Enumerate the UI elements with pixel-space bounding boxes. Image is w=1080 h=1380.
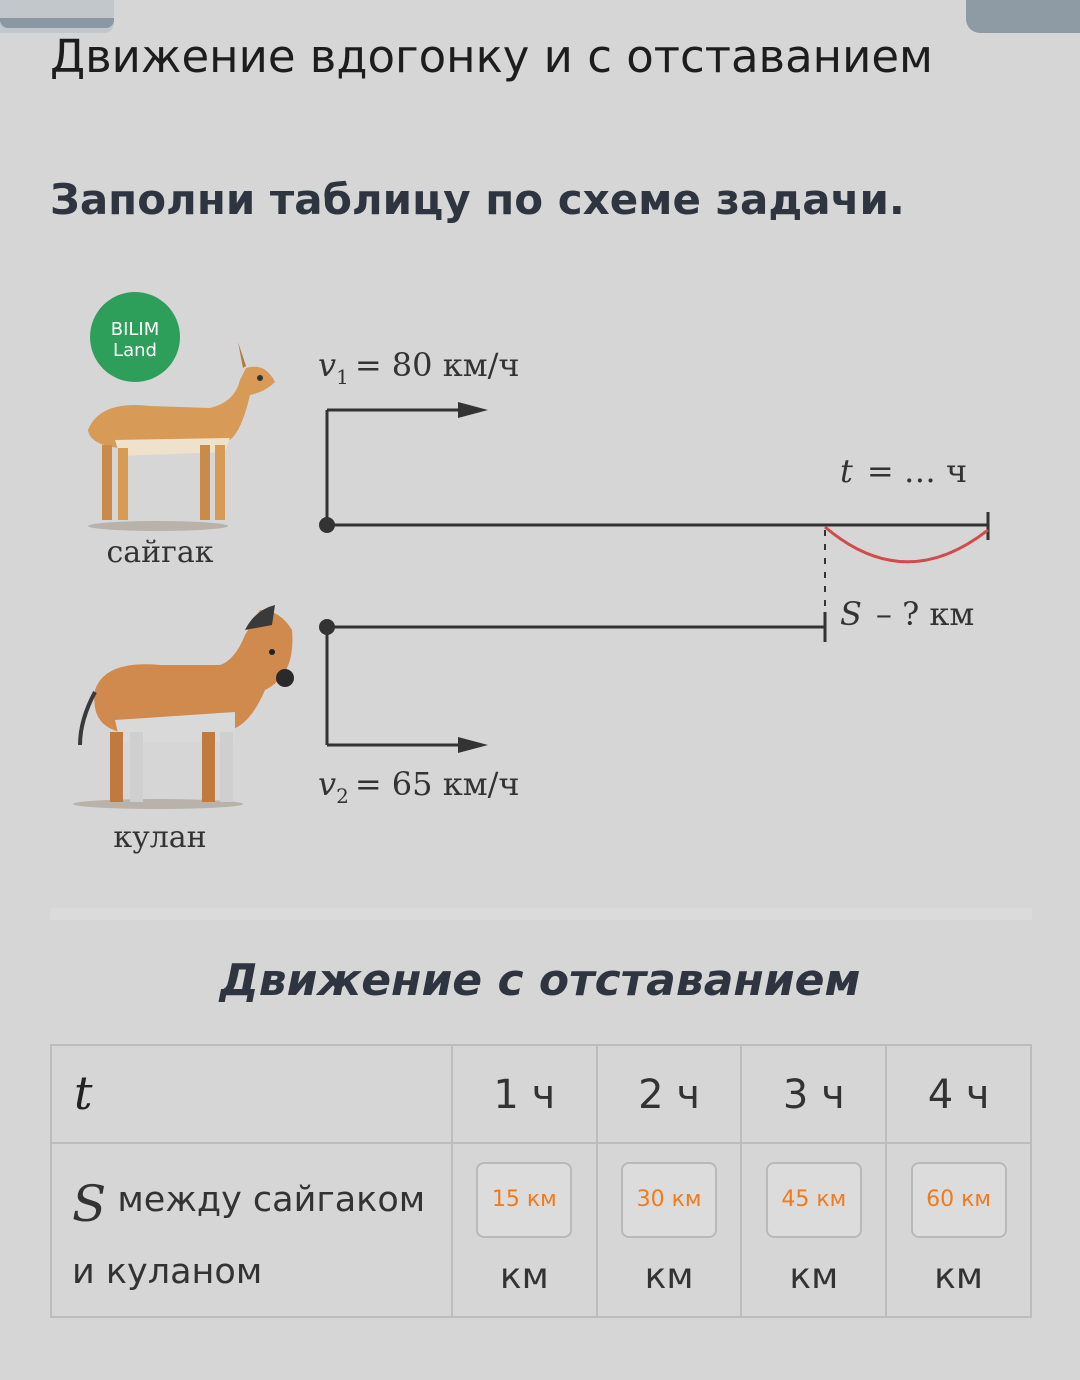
answer-cell: [452, 1143, 597, 1317]
v2-label: $v_2 = 65$ км/ч: [318, 765, 520, 808]
answer-cell: [597, 1143, 742, 1317]
unit-label: км: [644, 1256, 694, 1297]
v1-label: $v_1 = 80$ км/ч: [318, 346, 520, 389]
time-value-2: 2 ч: [638, 1072, 700, 1118]
answer-input-2[interactable]: 30 км: [621, 1162, 717, 1238]
motion-table: [50, 1044, 1032, 1318]
t-label: t = … ч: [840, 452, 968, 490]
table-row-distance: [51, 1143, 1031, 1317]
distance-symbol: S: [72, 1175, 107, 1233]
time-cell: [452, 1045, 597, 1143]
top-right-tab[interactable]: [966, 0, 1080, 33]
animal-label-kulan: кулан: [113, 820, 207, 855]
answer-input-4[interactable]: 60 км: [911, 1162, 1007, 1238]
bilimland-logo: [90, 292, 180, 382]
time-symbol: t: [74, 1066, 93, 1120]
unit-label: км: [934, 1256, 984, 1297]
gap-arc: [825, 527, 988, 562]
page-title: Движение вдогонку и с отставанием: [50, 30, 933, 83]
answer-cell: [741, 1143, 886, 1317]
kulan-track: [319, 612, 825, 753]
time-value-3: 3 ч: [782, 1072, 845, 1118]
time-value-1: 1 ч: [493, 1072, 556, 1118]
time-header-cell: [51, 1045, 452, 1143]
section-divider: [50, 908, 1032, 920]
section-title: Движение с отставанием: [219, 955, 861, 1006]
time-cell: [741, 1045, 886, 1143]
time-cell: [597, 1045, 742, 1143]
answer-cell: [886, 1143, 1031, 1317]
time-cell: [886, 1045, 1031, 1143]
s-label: S – ? км: [840, 595, 975, 633]
distance-text-2: и куланом: [72, 1252, 263, 1292]
answer-input-1[interactable]: 15 км: [476, 1162, 572, 1238]
animal-label-saiga: сайгак: [106, 535, 214, 570]
top-left-tab[interactable]: [0, 0, 114, 33]
motion-scheme: [60, 280, 1020, 880]
kulan-illustration: [73, 605, 294, 809]
scheme-drawing: [60, 280, 1020, 880]
unit-label: км: [499, 1256, 549, 1297]
unit-label: км: [789, 1256, 839, 1297]
time-value-4: 4 ч: [927, 1072, 990, 1118]
logo-text-2: Land: [113, 340, 157, 361]
table-row-time: [51, 1045, 1031, 1143]
distance-header-cell: [51, 1143, 452, 1317]
answer-input-3[interactable]: 45 км: [766, 1162, 862, 1238]
distance-text-1: между сайгаком: [117, 1180, 426, 1220]
logo-text-1: BILIM: [110, 319, 160, 340]
task-instruction: Заполни таблицу по схеме задачи.: [50, 175, 905, 224]
